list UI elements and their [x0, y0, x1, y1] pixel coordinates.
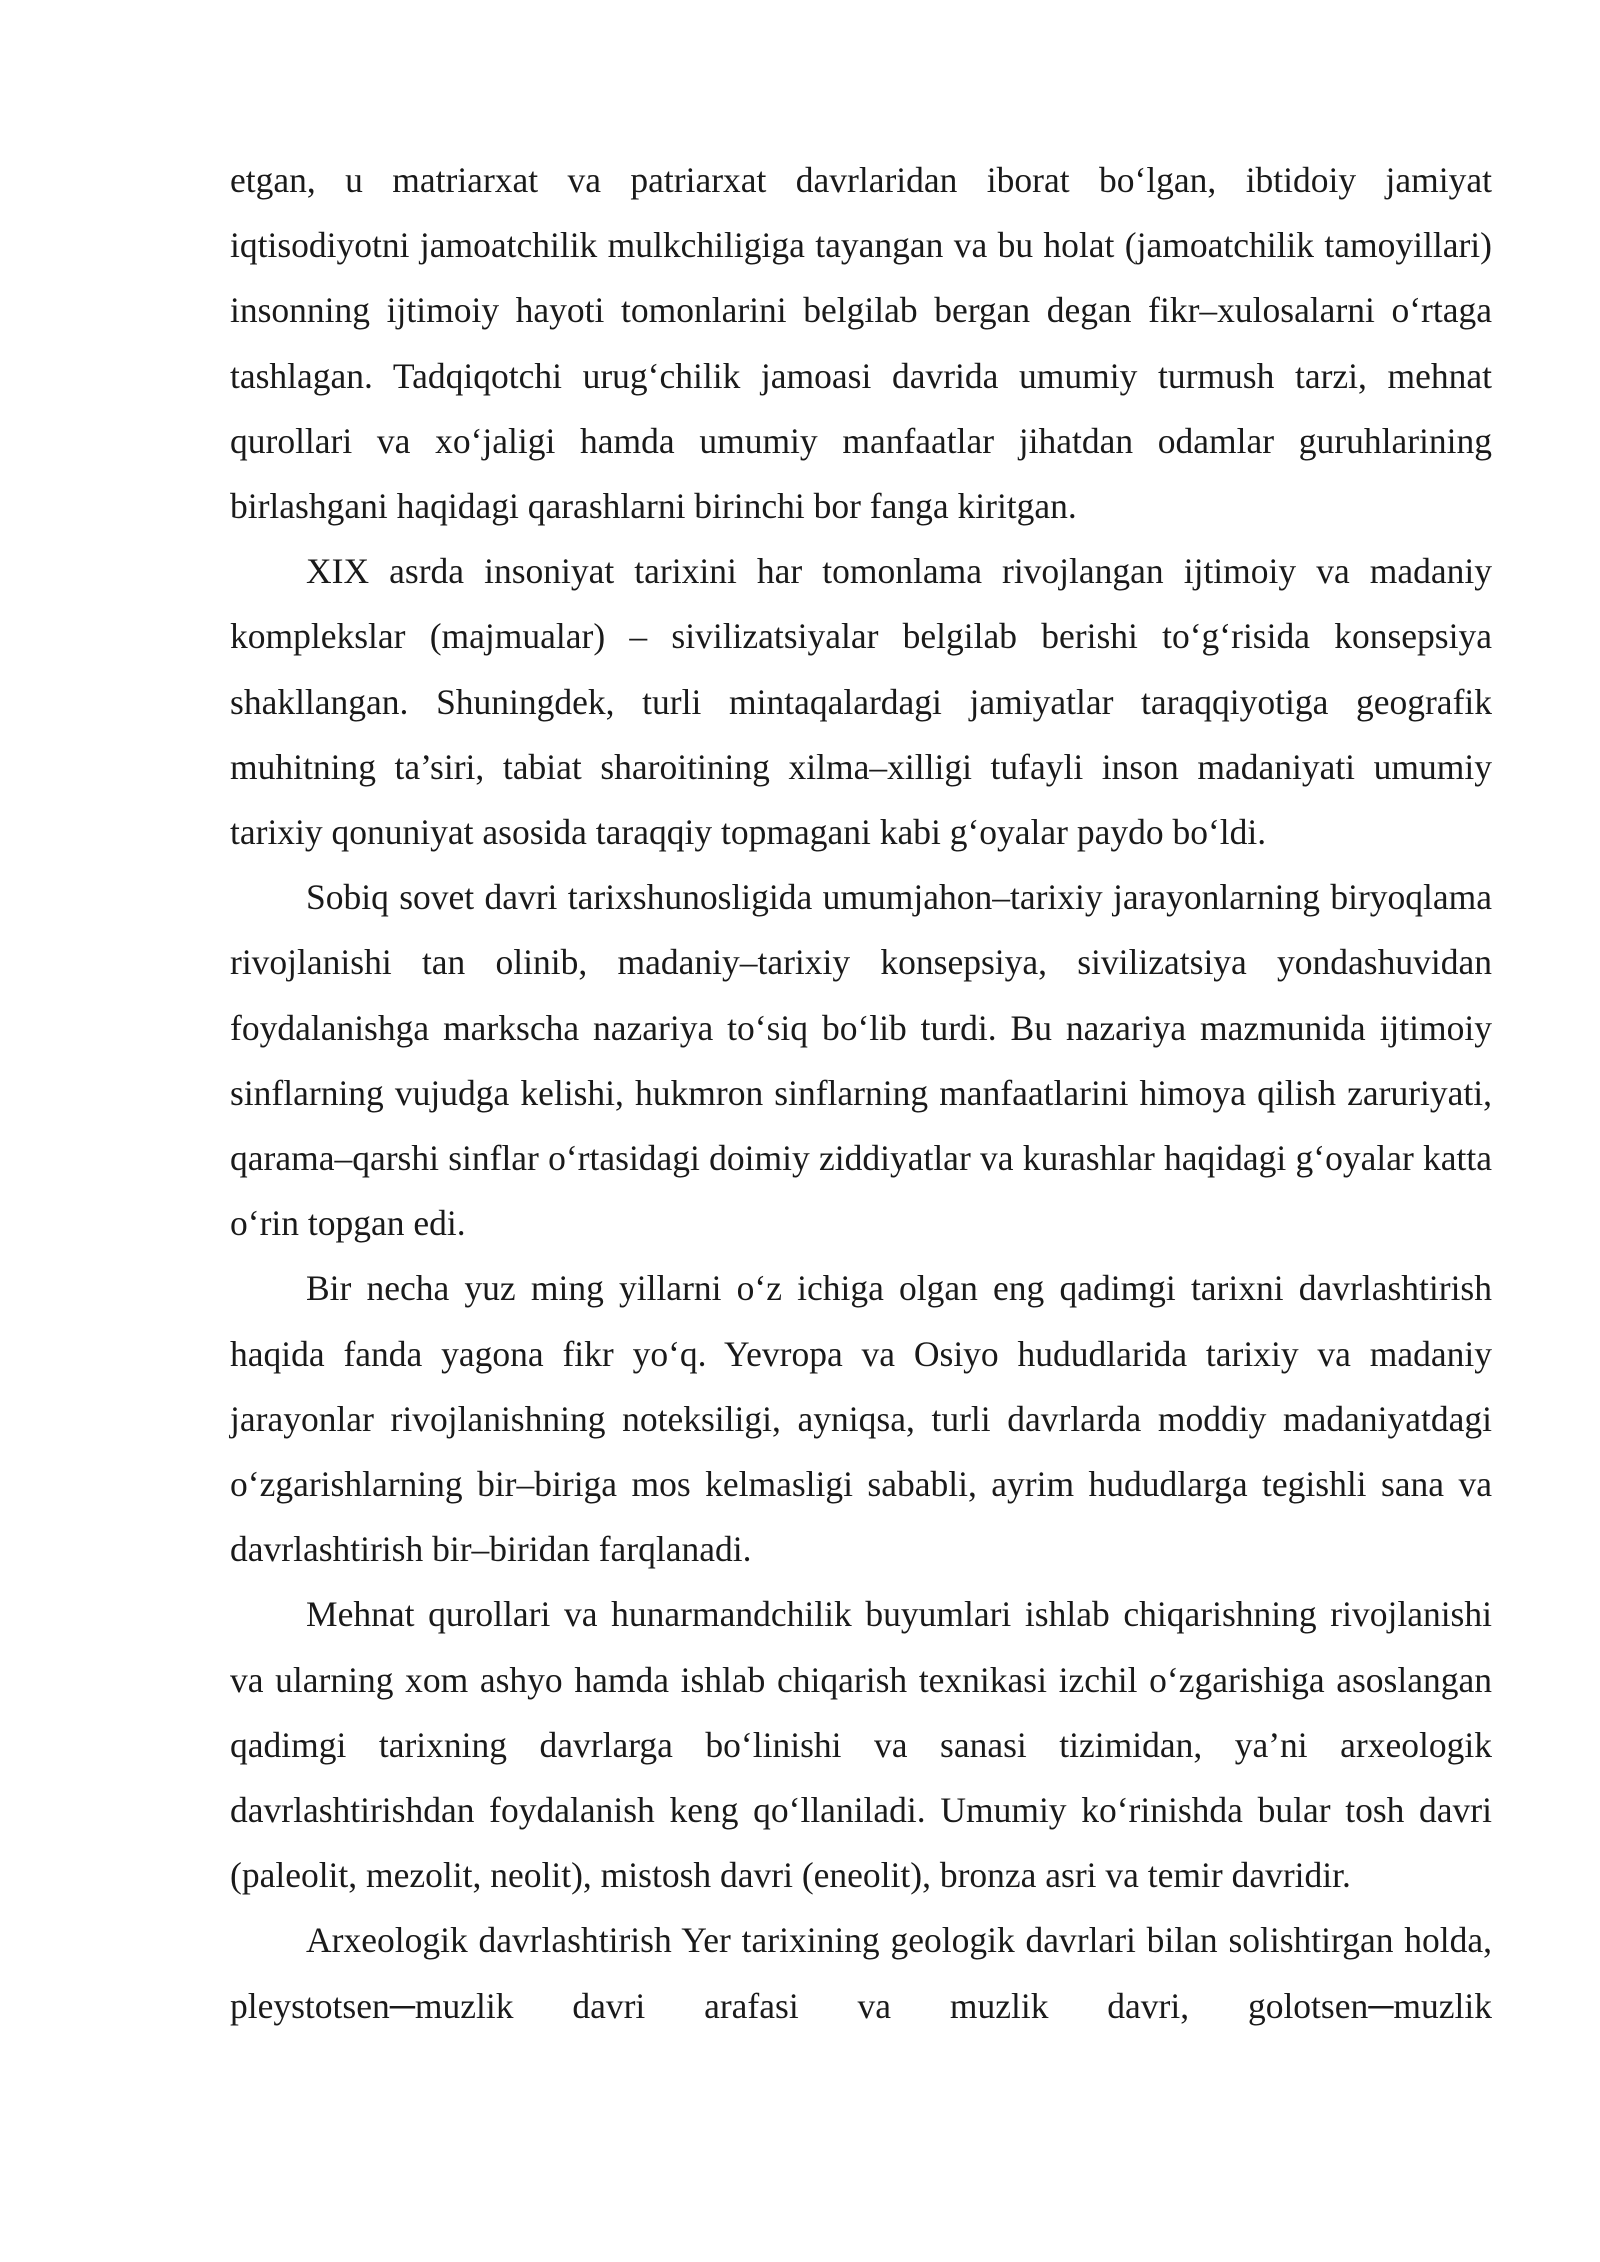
document-page	[230, 148, 1492, 2039]
paragraph-5: Mehnat qurollari va hunarmandchilik buyumlari ishlab chiqarishning rivojlanishi va ularning xom ashyo hamda ishlab chiqarish texnikasi izchil o‘zgarishiga asoslangan qadimgi tarixning davrlarga bo‘linishi va sanasi tizimidan, ya’ni arxeologik davrlashtirishdan foydalanish keng qo‘llaniladi. Umumiy ko‘rinishda bular tosh davri (paleolit, mezolit, neolit), mistosh davri (eneolit), bronza asri va temir davridir.	[230, 1594, 1492, 1896]
paragraph-1: etgan, u matriarxat va patriarxat davrlaridan iborat bo‘lgan, ibtidoiy jamiyat iqtisodiyotni jamoatchilik mulkchiligiga tayangan va bu holat (jamoatchilik tamoyillari) insonning ijtimoiy hayoti tomonlarini belgilab bergan degan fikr–xulosalarni o‘rtaga tashlagan. Tadqiqotchi urug‘chilik jamoasi davrida umumiy turmush tarzi, mehnat qurollari va xo‘jaligi hamda umumiy manfaatlar jihatdan odamlar guruhlarining birlashgani haqidagi qarashlarni birinchi bor fanga kiritgan.	[230, 160, 1492, 527]
paragraph-2: XIX asrda insoniyat tarixini har tomonlama rivojlangan ijtimoiy va madaniy komplekslar (majmualar) – sivilizatsiyalar belgilab berishi to‘g‘risida konsepsiya shakllangan. Shuningdek, turli mintaqalardagi jamiyatlar taraqqiyotiga geografik muhitning ta’siri, tabiat sharoitining xilma–xilligi tufayli inson madaniyati umumiy tarixiy qonuniyat asosida taraqqiy topmagani kabi g‘oyalar paydo bo‘ldi.	[230, 551, 1492, 853]
paragraph-4: Bir necha yuz ming yillarni o‘z ichiga olgan eng qadimgi tarixni davrlashtirish haqida fanda yagona fikr yo‘q. Yevropa va Osiyo hududlarida tarixiy va madaniy jarayonlar rivojlanishning noteksiligi, ayniqsa, turli davrlarda moddiy madaniyatdagi o‘zgarishlarning bir–biriga mos kelmasligi sababli, ayrim hududlarga tegishli sana va davrlashtirish bir–biridan farqlanadi.	[230, 1268, 1492, 1570]
paragraph-3: Sobiq sovet davri tarixshunosligida umumjahon–tarixiy jarayonlarning biryoqlama rivojlanishi tan olinib, madaniy–tarixiy konsepsiya, sivilizatsiya yondashuvidan foydalanishga markscha nazariya to‘siq bo‘lib turdi. Bu nazariya mazmunida ijtimoiy sinflarning vujudga kelishi, hukmron sinflarning manfaatlarini himoya qilish zaruriyati, qarama–qarshi sinflar o‘rtasidagi doimiy ziddiyatlar va kurashlar haqidagi g‘oyalar katta o‘rin topgan edi.	[230, 877, 1492, 1244]
paragraph-6: Arxeologik davrlashtirish Yer tarixining geologik davrlari bilan solishtirgan holda, pleystotsen─muzlik davri arafasi va muzlik davri, golotsen─muzlik	[230, 1920, 1492, 2026]
